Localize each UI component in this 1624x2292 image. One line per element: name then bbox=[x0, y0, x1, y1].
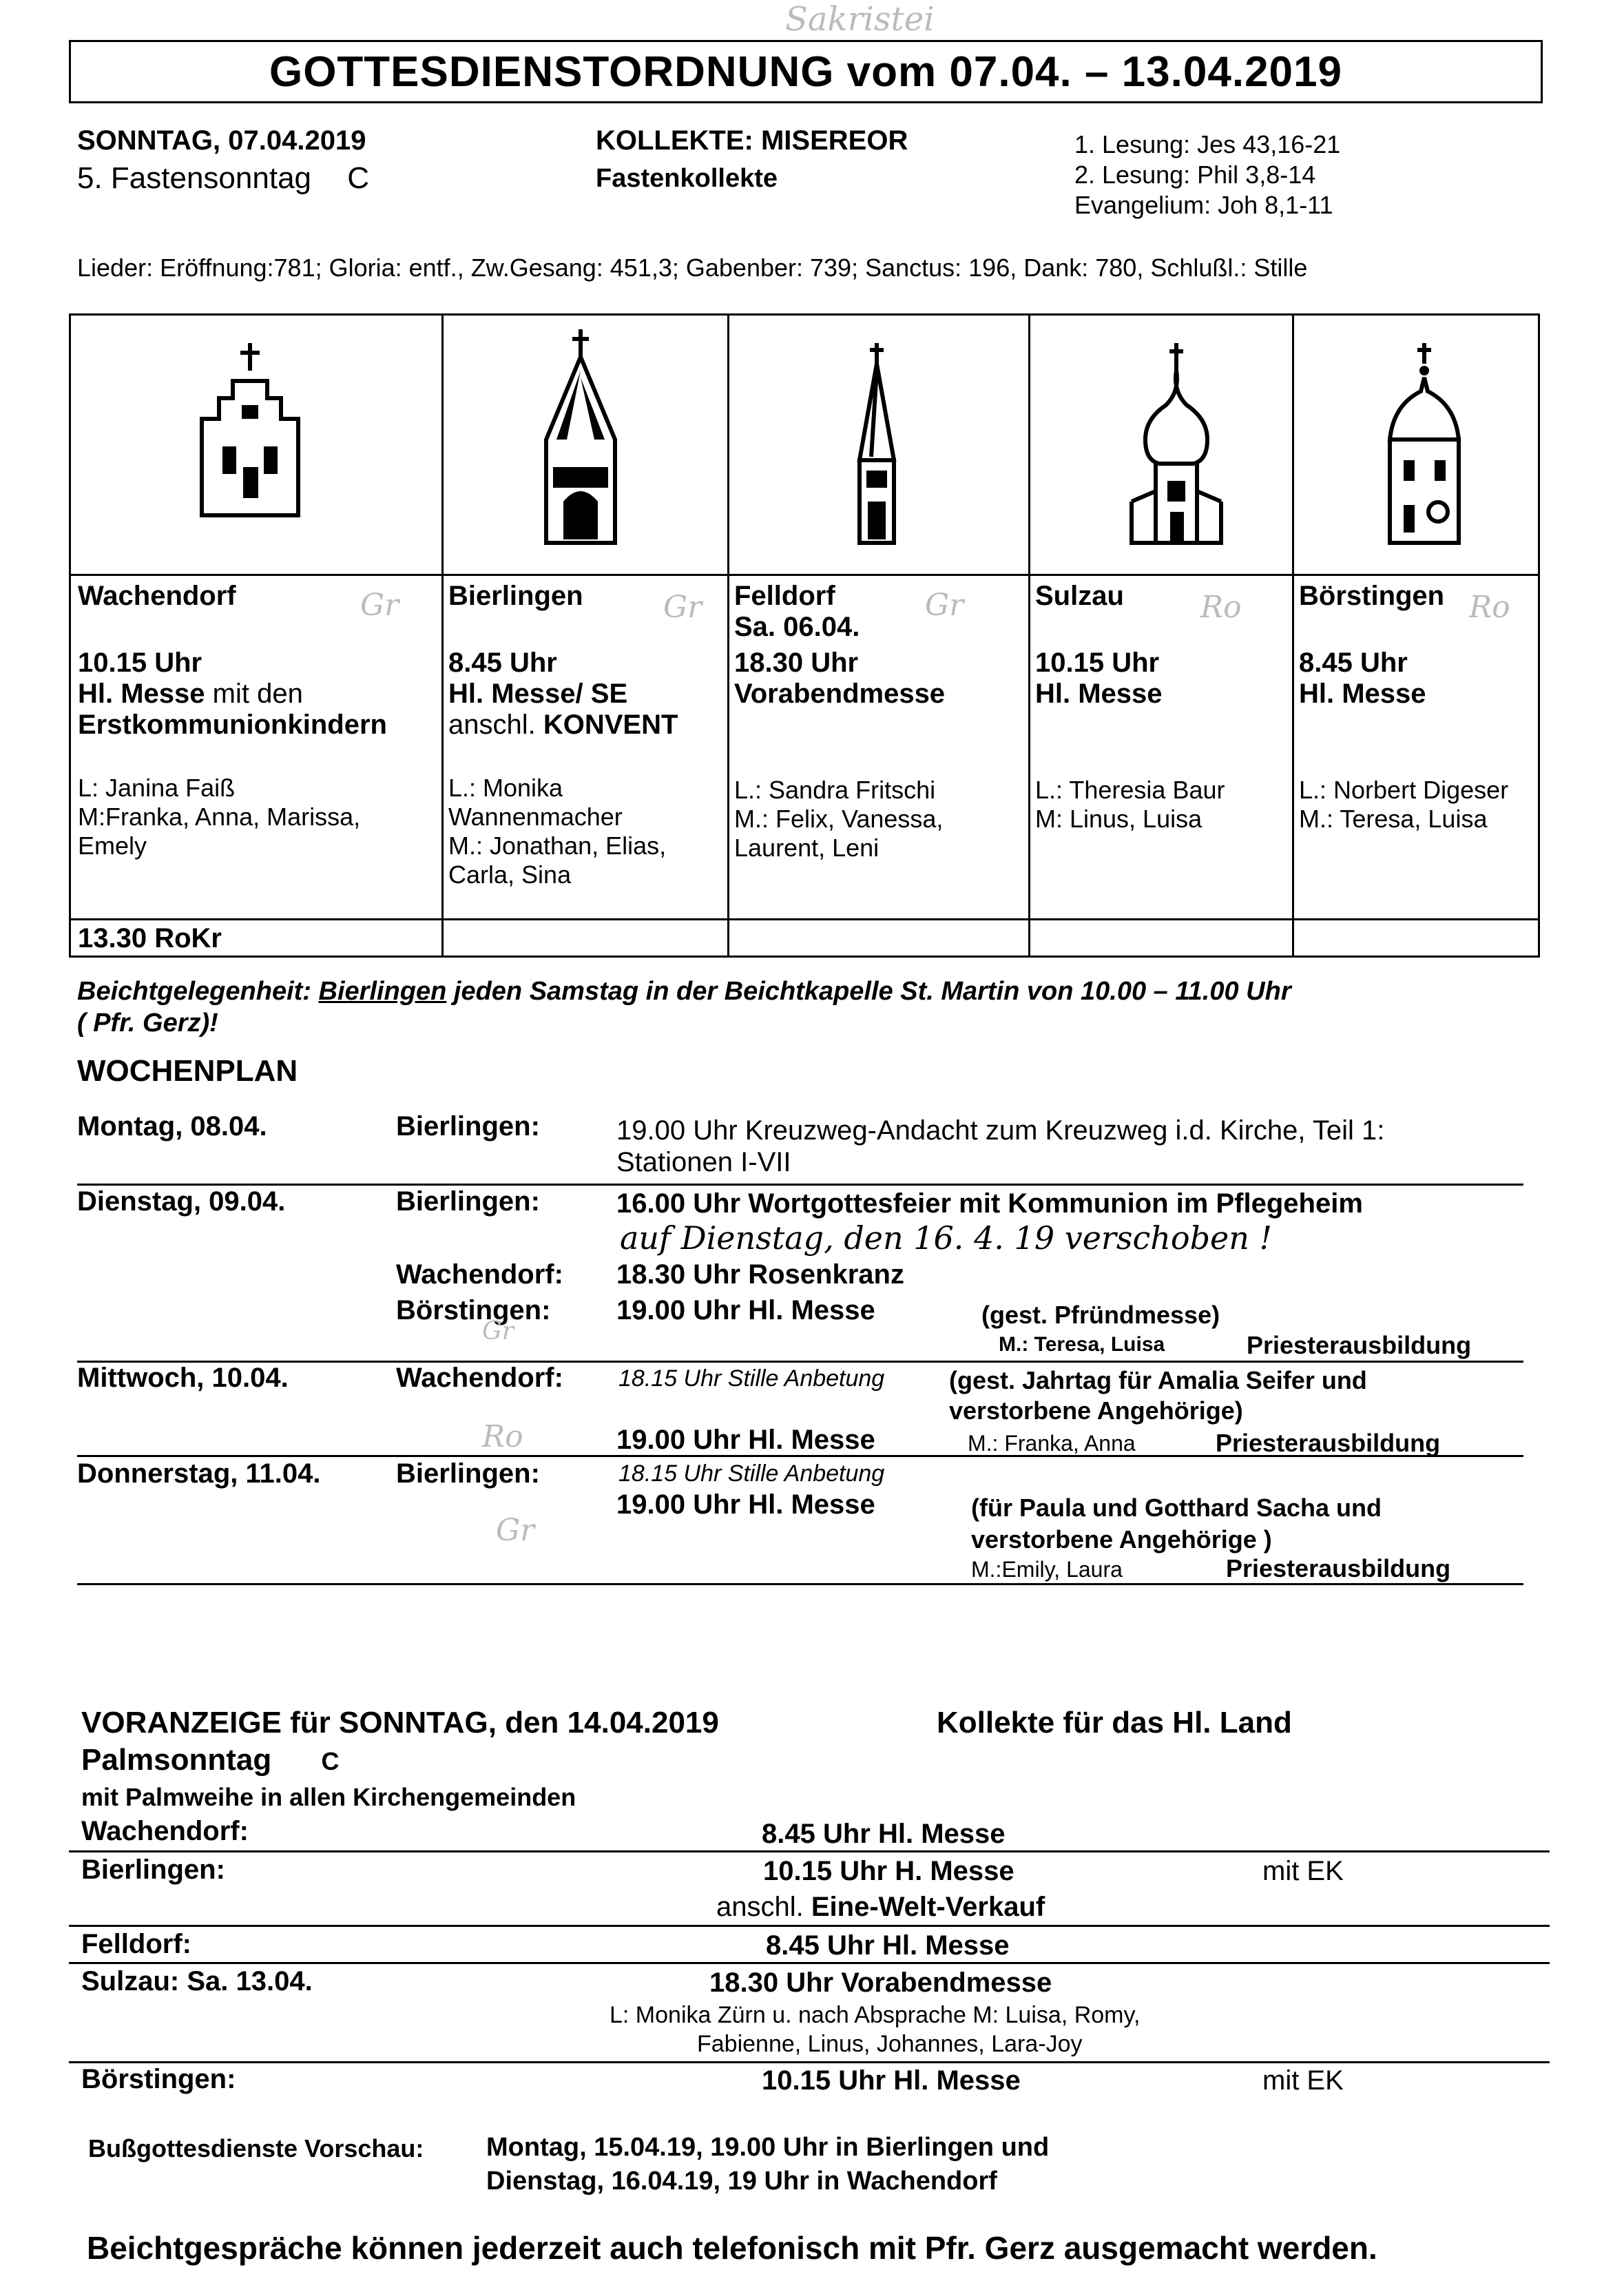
day-place: Wachendorf: bbox=[396, 1259, 563, 1290]
footer-note: Beichtgespräche können jederzeit auch telefonisch mit Pfr. Gerz ausgemacht werden. bbox=[87, 2230, 1377, 2266]
day-ministrants: M.: Franka, Anna bbox=[968, 1431, 1136, 1456]
church-time: 18.30 Uhr bbox=[734, 648, 859, 678]
church-service: Hl. Messe/ SE bbox=[448, 679, 628, 709]
preview-place: Börstingen: bbox=[81, 2064, 236, 2094]
day-label: Dienstag, 09.04. bbox=[77, 1186, 286, 1217]
preview-detail: Fabienne, Linus, Johannes, Lara-Joy bbox=[697, 2031, 1083, 2057]
preview-service: 8.45 Uhr Hl. Messe bbox=[766, 1930, 1010, 1961]
sunday-name: 5. Fastensonntag bbox=[77, 161, 312, 195]
church-time: 8.45 Uhr bbox=[448, 648, 557, 678]
row-divider bbox=[69, 1962, 1550, 1964]
row-divider bbox=[69, 1850, 1550, 1852]
church-service-line2: anschl. KONVENT bbox=[448, 710, 678, 740]
church-service: Hl. Messe bbox=[1035, 679, 1163, 709]
day-intention: (gest. Pfründmesse) bbox=[981, 1301, 1220, 1329]
day-service: 18.30 Uhr Rosenkranz bbox=[616, 1259, 904, 1290]
table-divider bbox=[71, 574, 1538, 576]
church-service-line2 bbox=[1035, 710, 1290, 743]
church-column-felldorf bbox=[734, 581, 1023, 863]
day-service: 19.00 Uhr Hl. Messe bbox=[616, 1489, 875, 1520]
preview-extra: mit EK bbox=[1262, 1856, 1344, 1886]
table-divider bbox=[441, 316, 444, 956]
church-service: Hl. Messe bbox=[1299, 679, 1426, 709]
church-column-sulzau bbox=[1035, 581, 1290, 834]
week-heading: WOCHENPLAN bbox=[77, 1054, 298, 1088]
day-label: Montag, 08.04. bbox=[77, 1111, 267, 1142]
readings bbox=[1074, 130, 1340, 220]
church-service-line2 bbox=[1299, 710, 1537, 743]
day-adoration: 18.15 Uhr Stille Anbetung bbox=[618, 1365, 885, 1392]
day-place: Bierlingen: bbox=[396, 1458, 540, 1489]
confession-label: Beichtgelegenheit: bbox=[77, 977, 311, 1006]
handwritten-note: Ro bbox=[1469, 590, 1510, 625]
preview-heading: VORANZEIGE für SONNTAG, den 14.04.2019 bbox=[81, 1706, 719, 1739]
day-place: Börstingen: bbox=[396, 1295, 551, 1325]
confession-line bbox=[77, 977, 1291, 1006]
handwritten-margin-note: Sakristei bbox=[785, 0, 935, 39]
page-title: GOTTESDIENSTORDNUNG vom 07.04. – 13.04.2019 bbox=[269, 48, 1342, 96]
church-service-line2: Erstkommunionkindern bbox=[78, 710, 387, 740]
preview-sub: mit Palmweihe in allen Kirchengemeinden bbox=[81, 1783, 576, 1811]
confession-line2: ( Pfr. Gerz)! bbox=[77, 1009, 218, 1037]
row-divider bbox=[77, 1361, 1523, 1363]
row-divider bbox=[77, 1583, 1523, 1585]
day-ministrants: M.: Teresa, Luisa bbox=[999, 1333, 1165, 1356]
day-purpose: Priesterausbildung bbox=[1226, 1554, 1451, 1582]
church-place: Wachendorf bbox=[78, 581, 236, 611]
day-label: Mittwoch, 10.04. bbox=[77, 1363, 289, 1393]
church-lectors: L.: Monika Wannenmacher M.: Jonathan, Elias, Carla, Sina bbox=[448, 774, 667, 889]
liturgical-year: C bbox=[347, 161, 370, 195]
church-table bbox=[69, 313, 1540, 958]
church-date: Sa. 06.04. bbox=[734, 612, 860, 642]
penance-line1: Montag, 15.04.19, 19.00 Uhr in Bierlingen und bbox=[486, 2133, 1050, 2162]
day-intention: (gest. Jahrtag für Amalia Seifer und verstorbene Angehörige) bbox=[949, 1366, 1367, 1425]
table-divider bbox=[1028, 316, 1030, 956]
preview-place: Bierlingen: bbox=[81, 1855, 225, 1885]
preview-detail: L: Monika Zürn u. nach Absprache M: Luisa, Romy, bbox=[610, 2002, 1141, 2028]
row-divider bbox=[69, 2061, 1550, 2063]
preview-name-row bbox=[81, 1743, 340, 1777]
preview-extra: mit EK bbox=[1262, 2065, 1344, 2096]
table-divider bbox=[71, 918, 1538, 920]
church-lectors: L: Janina Faiß M:Franka, Anna, Marissa, Emely bbox=[78, 774, 361, 860]
church-place: Bierlingen bbox=[448, 581, 583, 611]
row-divider bbox=[77, 1455, 1523, 1457]
day-service: 19.00 Uhr Kreuzweg-Andacht zum Kreuzweg i.d. Kirche, Teil 1: Stationen I-VII bbox=[616, 1115, 1385, 1177]
collection-sub: Fastenkollekte bbox=[596, 164, 778, 193]
church-date bbox=[1035, 612, 1290, 645]
church-time: 10.15 Uhr bbox=[78, 648, 202, 678]
confession-place: Bierlingen bbox=[318, 977, 447, 1006]
collection-title: KOLLEKTE: MISEREOR bbox=[596, 125, 908, 156]
chapel-icon bbox=[181, 343, 319, 533]
day-ministrants: M.:Emily, Laura bbox=[971, 1557, 1123, 1582]
preview-service: 10.15 Uhr H. Messe bbox=[763, 1856, 1014, 1886]
church-service: Vorabendmesse bbox=[734, 679, 946, 709]
preview-service-line2: anschl. Eine-Welt-Verkauf bbox=[716, 1892, 1045, 1922]
preview-place: Felldorf: bbox=[81, 1929, 191, 1959]
day-intention: (für Paula und Gotthard Sacha und verstorbene Angehörige ) bbox=[971, 1494, 1382, 1553]
handwritten-note: Gr bbox=[482, 1317, 514, 1345]
day-purpose: Priesterausbildung bbox=[1247, 1331, 1472, 1359]
day-service: 19.00 Uhr Hl. Messe bbox=[616, 1295, 875, 1325]
dome-tower-church-icon bbox=[1373, 343, 1476, 553]
handwritten-note: Gr bbox=[663, 590, 702, 625]
church-lectors: L.: Norbert Digeser M.: Teresa, Luisa bbox=[1299, 776, 1509, 833]
preview-service: 10.15 Uhr Hl. Messe bbox=[762, 2065, 1021, 2096]
preview-service: 18.30 Uhr Vorabendmesse bbox=[709, 1968, 1052, 1998]
preview-name: Palmsonntag bbox=[81, 1743, 272, 1777]
preview-collection: Kollekte für das Hl. Land bbox=[937, 1706, 1292, 1739]
church-lectors: L.: Theresia Baur M: Linus, Luisa bbox=[1035, 776, 1225, 833]
spire-church-icon bbox=[822, 343, 932, 553]
confession-text: jeden Samstag in der Beichtkapelle St. Martin von 10.00 – 11.00 Uhr bbox=[446, 977, 1291, 1006]
church-lectors: L.: Sandra Fritschi M.: Felix, Vanessa, Laurent, Leni bbox=[734, 776, 944, 862]
church-column-bierlingen bbox=[448, 581, 724, 889]
penance-line2: Dienstag, 16.04.19, 19 Uhr in Wachendorf bbox=[486, 2167, 997, 2196]
handwritten-note: Gr bbox=[496, 1513, 535, 1548]
table-divider bbox=[727, 316, 729, 956]
day-purpose: Priesterausbildung bbox=[1216, 1429, 1441, 1457]
table-divider bbox=[1292, 316, 1294, 956]
penance-label: Bußgottesdienste Vorschau: bbox=[88, 2134, 424, 2162]
day-place: Wachendorf: bbox=[396, 1363, 563, 1393]
gospel: Evangelium: Joh 8,1-11 bbox=[1074, 191, 1333, 219]
church-place: Sulzau bbox=[1035, 581, 1124, 611]
day-label: Donnerstag, 11.04. bbox=[77, 1458, 321, 1489]
day-adoration: 18.15 Uhr Stille Anbetung bbox=[618, 1460, 885, 1487]
day-place: Bierlingen: bbox=[396, 1111, 540, 1142]
handwritten-postponed-note: auf Dienstag, den 16. 4. 19 verschoben ! bbox=[620, 1219, 1272, 1257]
reading-1: 1. Lesung: Jes 43,16-21 bbox=[1074, 130, 1341, 158]
songs-line: Lieder: Eröffnung:781; Gloria: entf., Zw.Gesang: 451,3; Gabenber: 739; Sanctus: 196, Dank: 780, Schlußl.: Stille bbox=[77, 254, 1308, 282]
sunday-date: SONNTAG, 07.04.2019 bbox=[77, 125, 366, 156]
church-extra: 13.30 RoKr bbox=[78, 923, 222, 953]
handwritten-note: Ro bbox=[1200, 590, 1242, 625]
church-time: 10.15 Uhr bbox=[1035, 648, 1160, 678]
handwritten-note: Gr bbox=[925, 588, 964, 623]
sunday-name-row bbox=[77, 161, 369, 196]
row-divider bbox=[77, 1184, 1523, 1186]
preview-service: 8.45 Uhr Hl. Messe bbox=[762, 1819, 1006, 1849]
handwritten-note: Ro bbox=[482, 1419, 523, 1454]
church-service-line2 bbox=[734, 710, 1023, 743]
gothic-church-icon bbox=[512, 329, 649, 560]
row-divider bbox=[69, 1925, 1550, 1927]
church-place: Börstingen bbox=[1299, 581, 1445, 611]
handwritten-note: Gr bbox=[360, 588, 399, 623]
day-service: 19.00 Uhr Hl. Messe bbox=[616, 1425, 875, 1455]
title-box bbox=[69, 40, 1543, 103]
onion-dome-church-icon bbox=[1118, 343, 1235, 553]
preview-place: Sulzau: Sa. 13.04. bbox=[81, 1966, 313, 1996]
day-service: 16.00 Uhr Wortgottesfeier mit Kommunion im Pflegeheim bbox=[616, 1188, 1363, 1219]
church-time: 8.45 Uhr bbox=[1299, 648, 1408, 678]
reading-2: 2. Lesung: Phil 3,8-14 bbox=[1074, 161, 1316, 189]
church-place: Felldorf bbox=[734, 581, 835, 611]
preview-place: Wachendorf: bbox=[81, 1816, 249, 1846]
day-place: Bierlingen: bbox=[396, 1186, 540, 1217]
preview-year: C bbox=[321, 1747, 340, 1775]
church-service: Hl. Messe mit den bbox=[78, 679, 303, 709]
